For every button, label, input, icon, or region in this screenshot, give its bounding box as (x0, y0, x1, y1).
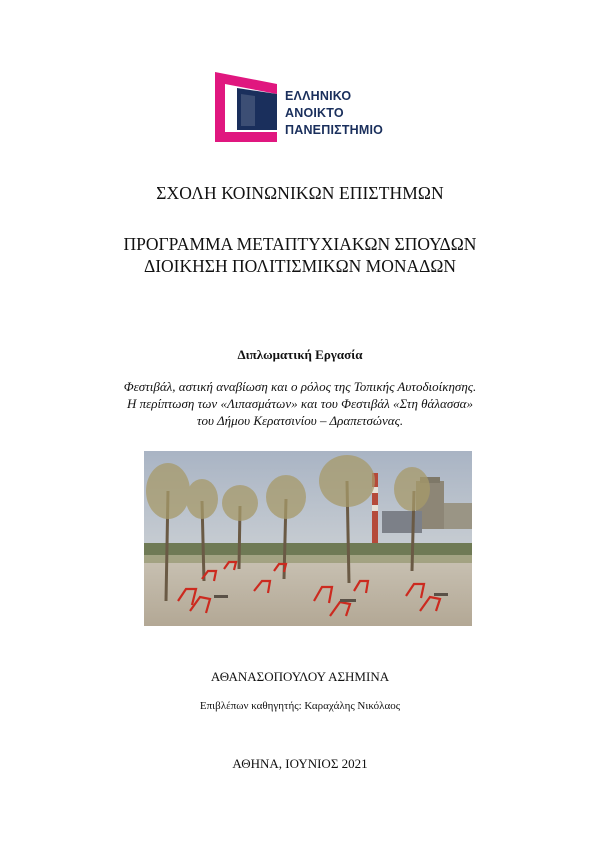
logo-line-1: ΕΛΛΗΝΙΚΟ (285, 89, 352, 103)
university-logo (215, 72, 415, 144)
cover-photo (144, 451, 472, 626)
thesis-title (0, 378, 600, 429)
program-line-1: ΠΡΟΓΡΑΜΜΑ ΜΕΤΑΠΤΥΧΙΑΚΩΝ ΣΠΟΥΔΩΝ (123, 234, 477, 254)
logo-wordmark (285, 88, 383, 139)
supervisor: Επιβλέπων καθηγητής: Καραχάλης Νικόλαος (199, 700, 401, 712)
park-photo-image (144, 451, 472, 626)
thesis-type: Διπλωματική Εργασία (237, 347, 363, 362)
logo-line-3: ΠΑΝΕΠΙΣΤΗΜΙΟ (285, 123, 384, 137)
program-title (0, 233, 600, 277)
program-line-2: ΔΙΟΙΚΗΣΗ ΠΟΛΙΤΙΣΜΙΚΩΝ ΜΟΝΑΔΩΝ (143, 256, 457, 276)
school-name: ΣΧΟΛΗ ΚΟΙΝΩΝΙΚΩΝ ΕΠΙΣΤΗΜΩΝ (156, 183, 444, 203)
logo-line-2: ΑΝΟΙΚΤΟ (285, 106, 344, 120)
thesis-title-line-1: Φεστιβάλ, αστική αναβίωση και ο ρόλος της Τοπικής Αυτοδιοίκησης. (123, 379, 477, 394)
logo-mark-icon (215, 72, 285, 144)
place-date: ΑΘΗΝΑ, ΙΟΥΝΙΟΣ 2021 (232, 756, 368, 771)
thesis-title-line-2: Η περίπτωση των «Λιπασμάτων» και του Φεστιβάλ «Στη θάλασσα» (127, 396, 473, 411)
thesis-title-line-3: του Δήμου Κερατσινίου – Δραπετσώνας. (196, 413, 404, 428)
author-name: ΑΘΑΝΑΣΟΠΟΥΛΟΥ ΑΣΗΜΙΝΑ (210, 669, 390, 684)
